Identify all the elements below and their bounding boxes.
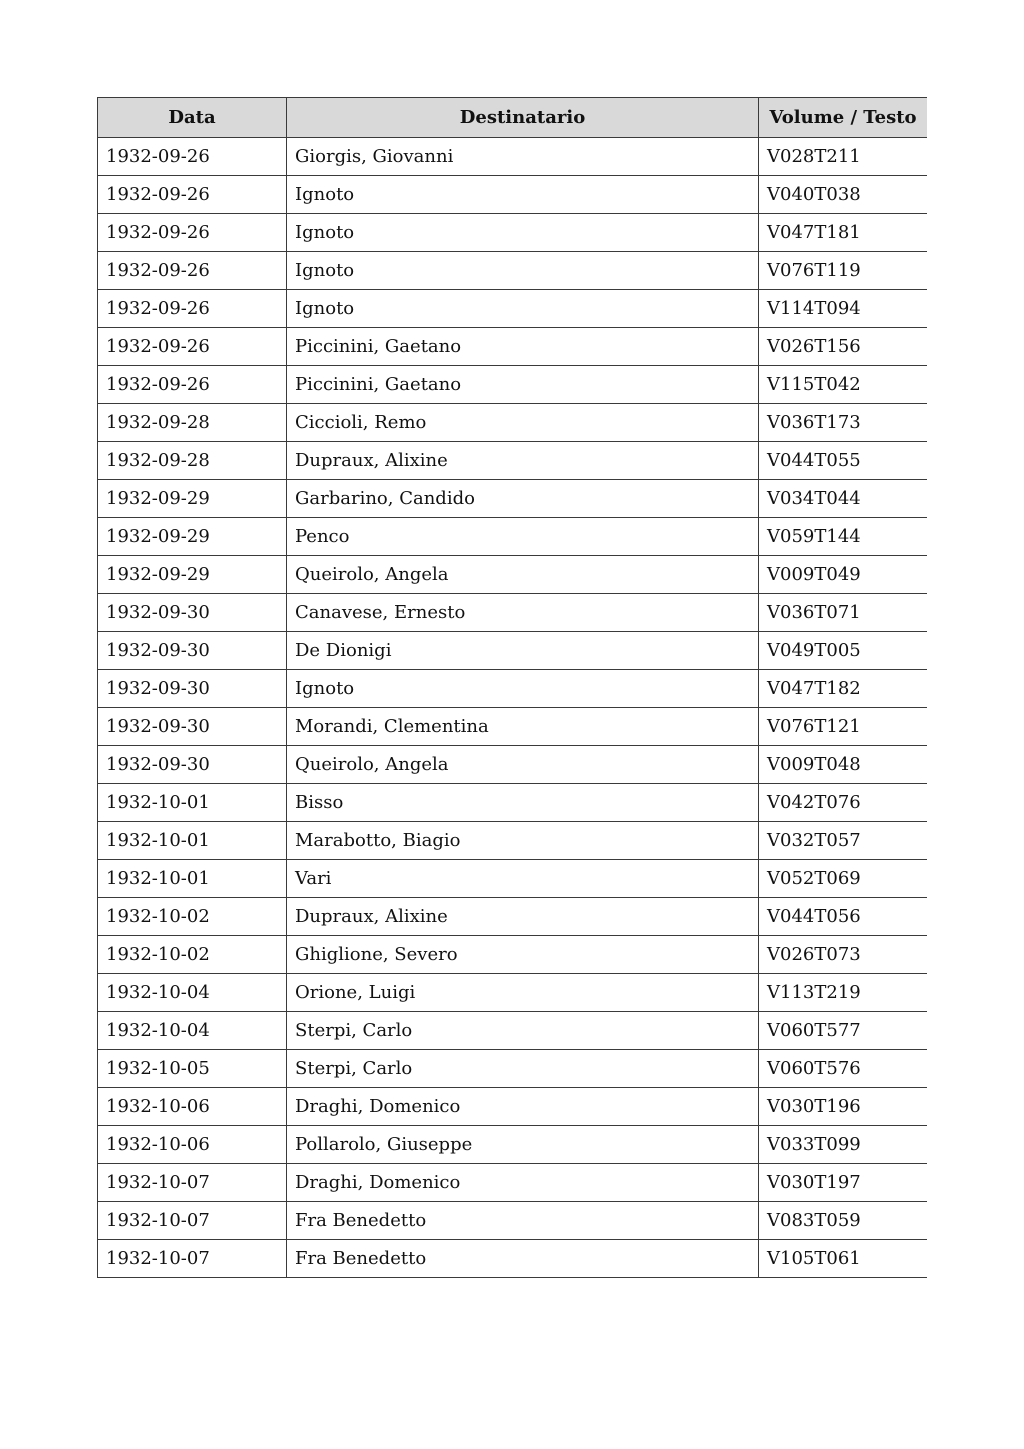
table-row <box>98 746 928 784</box>
cell-volume: V030T197 <box>759 1164 928 1202</box>
cell-volume: V032T057 <box>759 822 928 860</box>
cell-volume: V009T048 <box>759 746 928 784</box>
cell-date: 1932-10-01 <box>98 784 287 822</box>
cell-date: 1932-09-28 <box>98 404 287 442</box>
table-row <box>98 214 928 252</box>
table-row <box>98 518 928 556</box>
cell-volume: V028T211 <box>759 138 928 176</box>
table-row <box>98 366 928 404</box>
cell-recipient: Canavese, Ernesto <box>287 594 759 632</box>
cell-recipient: Sterpi, Carlo <box>287 1050 759 1088</box>
cell-date: 1932-10-01 <box>98 860 287 898</box>
cell-date: 1932-09-26 <box>98 138 287 176</box>
cell-date: 1932-09-29 <box>98 556 287 594</box>
table-row <box>98 138 928 176</box>
cell-volume: V009T049 <box>759 556 928 594</box>
cell-date: 1932-10-07 <box>98 1164 287 1202</box>
cell-recipient: Draghi, Domenico <box>287 1164 759 1202</box>
table-row <box>98 328 928 366</box>
cell-date: 1932-10-02 <box>98 898 287 936</box>
table-row <box>98 594 928 632</box>
table-row <box>98 822 928 860</box>
cell-recipient: Fra Benedetto <box>287 1240 759 1278</box>
cell-recipient: Ghiglione, Severo <box>287 936 759 974</box>
cell-volume: V036T173 <box>759 404 928 442</box>
cell-volume: V115T042 <box>759 366 928 404</box>
cell-recipient: Penco <box>287 518 759 556</box>
table-row <box>98 176 928 214</box>
cell-recipient: Piccinini, Gaetano <box>287 366 759 404</box>
cell-volume: V044T055 <box>759 442 928 480</box>
cell-volume: V049T005 <box>759 632 928 670</box>
table-row <box>98 936 928 974</box>
table-row <box>98 556 928 594</box>
table-row <box>98 1202 928 1240</box>
table-row <box>98 708 928 746</box>
table-row <box>98 480 928 518</box>
cell-volume: V026T156 <box>759 328 928 366</box>
cell-volume: V034T044 <box>759 480 928 518</box>
table-row <box>98 1126 928 1164</box>
cell-volume: V052T069 <box>759 860 928 898</box>
cell-date: 1932-10-06 <box>98 1088 287 1126</box>
cell-date: 1932-10-04 <box>98 1012 287 1050</box>
cell-date: 1932-09-26 <box>98 176 287 214</box>
cell-date: 1932-09-26 <box>98 290 287 328</box>
cell-date: 1932-10-02 <box>98 936 287 974</box>
cell-date: 1932-09-29 <box>98 480 287 518</box>
table-row <box>98 632 928 670</box>
cell-date: 1932-09-30 <box>98 708 287 746</box>
cell-recipient: Morandi, Clementina <box>287 708 759 746</box>
table-row <box>98 1088 928 1126</box>
cell-recipient: Ignoto <box>287 214 759 252</box>
cell-volume: V113T219 <box>759 974 928 1012</box>
cell-recipient: Giorgis, Giovanni <box>287 138 759 176</box>
cell-recipient: Orione, Luigi <box>287 974 759 1012</box>
letters-table-container <box>97 97 927 1312</box>
cell-recipient: Queirolo, Angela <box>287 556 759 594</box>
cell-recipient: Marabotto, Biagio <box>287 822 759 860</box>
cell-volume: V040T038 <box>759 176 928 214</box>
cell-recipient: Sterpi, Carlo <box>287 1012 759 1050</box>
column-header-volume: Volume / Testo <box>759 98 928 138</box>
cell-recipient: Ignoto <box>287 290 759 328</box>
cell-recipient: Ignoto <box>287 252 759 290</box>
cell-date: 1932-09-30 <box>98 632 287 670</box>
cell-volume: V060T576 <box>759 1050 928 1088</box>
cell-recipient: Ignoto <box>287 670 759 708</box>
cell-date: 1932-10-07 <box>98 1240 287 1278</box>
cell-volume: V076T119 <box>759 252 928 290</box>
table-row <box>98 1050 928 1088</box>
table-row <box>98 404 928 442</box>
cell-date: 1932-09-30 <box>98 594 287 632</box>
cell-volume: V042T076 <box>759 784 928 822</box>
cell-volume: V047T182 <box>759 670 928 708</box>
table-row <box>98 860 928 898</box>
cell-date: 1932-10-01 <box>98 822 287 860</box>
table-row <box>98 784 928 822</box>
cell-date: 1932-09-30 <box>98 670 287 708</box>
cell-recipient: Vari <box>287 860 759 898</box>
cell-volume: V047T181 <box>759 214 928 252</box>
cell-date: 1932-09-26 <box>98 252 287 290</box>
letters-table <box>97 97 927 1278</box>
cell-date: 1932-09-28 <box>98 442 287 480</box>
cell-volume: V114T094 <box>759 290 928 328</box>
cell-volume: V105T061 <box>759 1240 928 1278</box>
cell-recipient: Bisso <box>287 784 759 822</box>
cell-date: 1932-10-06 <box>98 1126 287 1164</box>
table-row <box>98 290 928 328</box>
table-row <box>98 442 928 480</box>
cell-volume: V026T073 <box>759 936 928 974</box>
cell-recipient: Fra Benedetto <box>287 1202 759 1240</box>
cell-date: 1932-09-30 <box>98 746 287 784</box>
column-header-date: Data <box>98 98 287 138</box>
table-row <box>98 670 928 708</box>
table-row <box>98 1240 928 1278</box>
cell-recipient: Dupraux, Alixine <box>287 442 759 480</box>
cell-recipient: Ignoto <box>287 176 759 214</box>
cell-date: 1932-10-07 <box>98 1202 287 1240</box>
cell-recipient: Dupraux, Alixine <box>287 898 759 936</box>
cell-volume: V030T196 <box>759 1088 928 1126</box>
cell-date: 1932-09-29 <box>98 518 287 556</box>
cell-date: 1932-10-04 <box>98 974 287 1012</box>
cell-date: 1932-09-26 <box>98 366 287 404</box>
cell-volume: V044T056 <box>759 898 928 936</box>
cell-date: 1932-09-26 <box>98 328 287 366</box>
cell-date: 1932-09-26 <box>98 214 287 252</box>
cell-volume: V076T121 <box>759 708 928 746</box>
cell-volume: V060T577 <box>759 1012 928 1050</box>
cell-volume: V033T099 <box>759 1126 928 1164</box>
table-row <box>98 1012 928 1050</box>
table-row <box>98 1164 928 1202</box>
cell-date: 1932-10-05 <box>98 1050 287 1088</box>
cell-volume: V036T071 <box>759 594 928 632</box>
table-body <box>98 138 928 1278</box>
cell-recipient: Queirolo, Angela <box>287 746 759 784</box>
cell-recipient: Ciccioli, Remo <box>287 404 759 442</box>
table-header-row <box>98 98 928 138</box>
cell-volume: V059T144 <box>759 518 928 556</box>
column-header-recipient: Destinatario <box>287 98 759 138</box>
cell-recipient: Garbarino, Candido <box>287 480 759 518</box>
cell-recipient: De Dionigi <box>287 632 759 670</box>
cell-volume: V083T059 <box>759 1202 928 1240</box>
cell-recipient: Draghi, Domenico <box>287 1088 759 1126</box>
table-row <box>98 974 928 1012</box>
table-row <box>98 898 928 936</box>
cell-recipient: Pollarolo, Giuseppe <box>287 1126 759 1164</box>
table-row <box>98 252 928 290</box>
cell-recipient: Piccinini, Gaetano <box>287 328 759 366</box>
